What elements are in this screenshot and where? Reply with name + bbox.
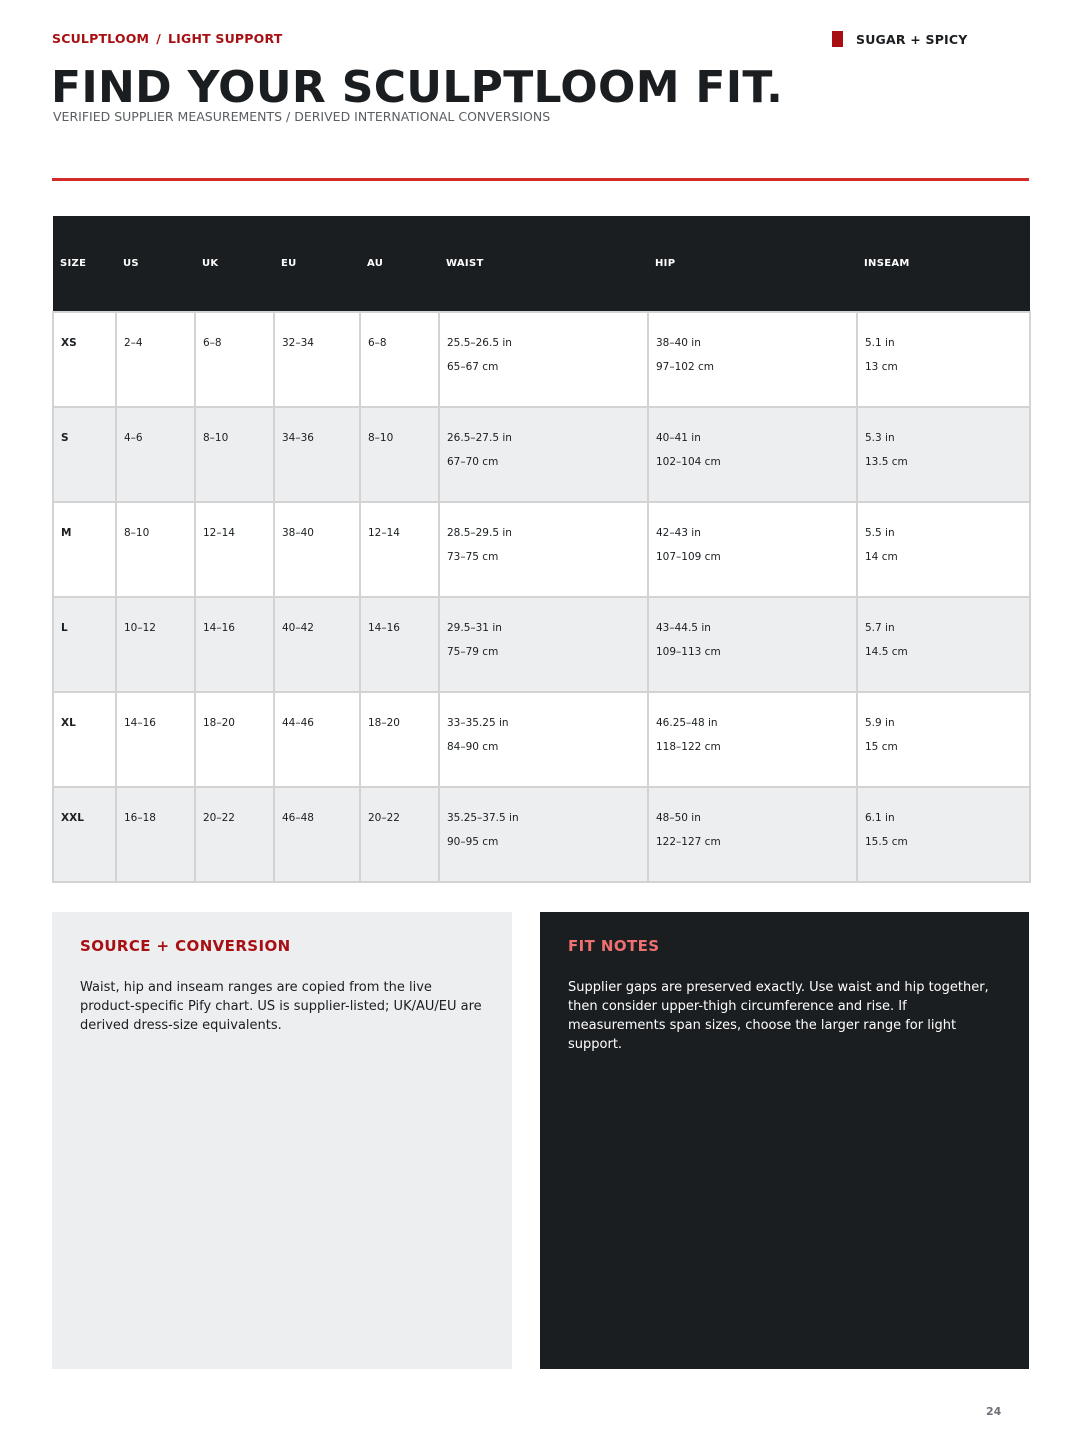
eu-cell: 46–48 [274,787,360,882]
size-cell: S [53,407,116,502]
inseam-centimeters: 13.5 cm [865,456,908,468]
breadcrumb-section: LIGHT SUPPORT [167,31,283,46]
column-header-hip: HIP [655,258,676,269]
waist-cell [439,787,648,882]
hip-cell [648,787,857,882]
hip-inches: 43–44.5 in [656,622,711,634]
inseam-inches: 5.1 in [865,337,895,349]
inseam-inches: 5.5 in [865,527,895,539]
hip-cell [648,597,857,692]
hip-inches: 48–50 in [656,812,701,824]
inseam-inches: 5.7 in [865,622,895,634]
au-cell: 20–22 [360,787,439,882]
waist-centimeters: 65–67 cm [447,361,499,373]
uk-cell: 18–20 [195,692,274,787]
table-header-row [53,216,1030,312]
hip-cell [648,312,857,407]
au-cell: 6–8 [360,312,439,407]
inseam-cell [857,407,1030,502]
inseam-cell [857,692,1030,787]
us-cell: 14–16 [116,692,195,787]
au-cell: 8–10 [360,407,439,502]
inseam-centimeters: 13 cm [865,361,898,373]
us-cell: 10–12 [116,597,195,692]
header-divider [52,178,1029,181]
size-cell: L [53,597,116,692]
hip-cell [648,502,857,597]
inseam-cell [857,787,1030,882]
waist-cell [439,407,648,502]
breadcrumb-separator: / [156,31,161,46]
brand-mark-icon [832,31,843,47]
waist-cell [439,597,648,692]
table-row [53,407,1030,502]
column-header-us: US [123,258,139,269]
eu-cell: 44–46 [274,692,360,787]
waist-centimeters: 84–90 cm [447,741,499,753]
source-panel-title: SOURCE + CONVERSION [80,937,291,955]
size-cell: XS [53,312,116,407]
eu-cell: 38–40 [274,502,360,597]
page-title: FIND YOUR SCULPTLOOM FIT. [51,62,784,113]
us-cell: 2–4 [116,312,195,407]
hip-inches: 40–41 in [656,432,701,444]
waist-centimeters: 90–95 cm [447,836,499,848]
waist-inches: 26.5–27.5 in [447,432,512,444]
waist-inches: 28.5–29.5 in [447,527,512,539]
breadcrumb [52,31,282,46]
inseam-centimeters: 14.5 cm [865,646,908,658]
waist-inches: 29.5–31 in [447,622,502,634]
hip-cell [648,692,857,787]
uk-cell: 6–8 [195,312,274,407]
au-cell: 12–14 [360,502,439,597]
column-header-uk: UK [202,258,219,269]
inseam-inches: 6.1 in [865,812,895,824]
inseam-centimeters: 15.5 cm [865,836,908,848]
size-chart-table [52,216,1031,883]
hip-centimeters: 109–113 cm [656,646,721,658]
waist-inches: 33–35.25 in [447,717,509,729]
hip-cell [648,407,857,502]
hip-centimeters: 102–104 cm [656,456,721,468]
us-cell: 16–18 [116,787,195,882]
hip-inches: 46.25–48 in [656,717,718,729]
waist-cell [439,312,648,407]
waist-cell [439,692,648,787]
size-cell: M [53,502,116,597]
brand-name: SUGAR + SPICY [856,31,968,47]
waist-centimeters: 73–75 cm [447,551,499,563]
inseam-cell [857,597,1030,692]
inseam-inches: 5.9 in [865,717,895,729]
waist-cell [439,502,648,597]
source-panel-body: Waist, hip and inseam ranges are copied from the live product-specific Pify chart. US is supplier-listed; UK/AU/EU are derived dress-size equivalents. [80,980,482,1033]
au-cell: 14–16 [360,597,439,692]
uk-cell: 14–16 [195,597,274,692]
eu-cell: 40–42 [274,597,360,692]
breadcrumb-brand: SCULPTLOOM [52,31,150,46]
uk-cell: 8–10 [195,407,274,502]
table-row [53,787,1030,882]
us-cell: 8–10 [116,502,195,597]
inseam-centimeters: 14 cm [865,551,898,563]
inseam-centimeters: 15 cm [865,741,898,753]
fit-notes-panel [540,912,1029,1369]
table-row [53,312,1030,407]
uk-cell: 12–14 [195,502,274,597]
uk-cell: 20–22 [195,787,274,882]
table-row [53,692,1030,787]
eu-cell: 32–34 [274,312,360,407]
inseam-cell [857,312,1030,407]
fit-panel-title: FIT NOTES [568,937,660,955]
column-header-au: AU [367,258,384,269]
hip-centimeters: 97–102 cm [656,361,714,373]
hip-inches: 42–43 in [656,527,701,539]
size-cell: XXL [53,787,116,882]
column-header-size: SIZE [60,258,87,269]
table-row [53,597,1030,692]
hip-centimeters: 118–122 cm [656,741,721,753]
waist-inches: 35.25–37.5 in [447,812,519,824]
source-conversion-panel [52,912,512,1369]
column-header-inseam: INSEAM [864,258,910,269]
inseam-cell [857,502,1030,597]
column-header-eu: EU [281,258,297,269]
au-cell: 18–20 [360,692,439,787]
table-row [53,502,1030,597]
waist-centimeters: 67–70 cm [447,456,499,468]
fit-panel-body: Supplier gaps are preserved exactly. Use waist and hip together, then consider upper-thigh circumference and rise. If measurements span sizes, choose the larger range for light support. [568,980,989,1052]
page-number: 24 [986,1405,1002,1418]
waist-centimeters: 75–79 cm [447,646,499,658]
hip-inches: 38–40 in [656,337,701,349]
brand-tag [832,31,968,47]
inseam-inches: 5.3 in [865,432,895,444]
eu-cell: 34–36 [274,407,360,502]
hip-centimeters: 122–127 cm [656,836,721,848]
page-subtitle: VERIFIED SUPPLIER MEASUREMENTS / DERIVED INTERNATIONAL CONVERSIONS [53,109,551,124]
column-header-waist: WAIST [446,258,484,269]
size-cell: XL [53,692,116,787]
us-cell: 4–6 [116,407,195,502]
hip-centimeters: 107–109 cm [656,551,721,563]
waist-inches: 25.5–26.5 in [447,337,512,349]
